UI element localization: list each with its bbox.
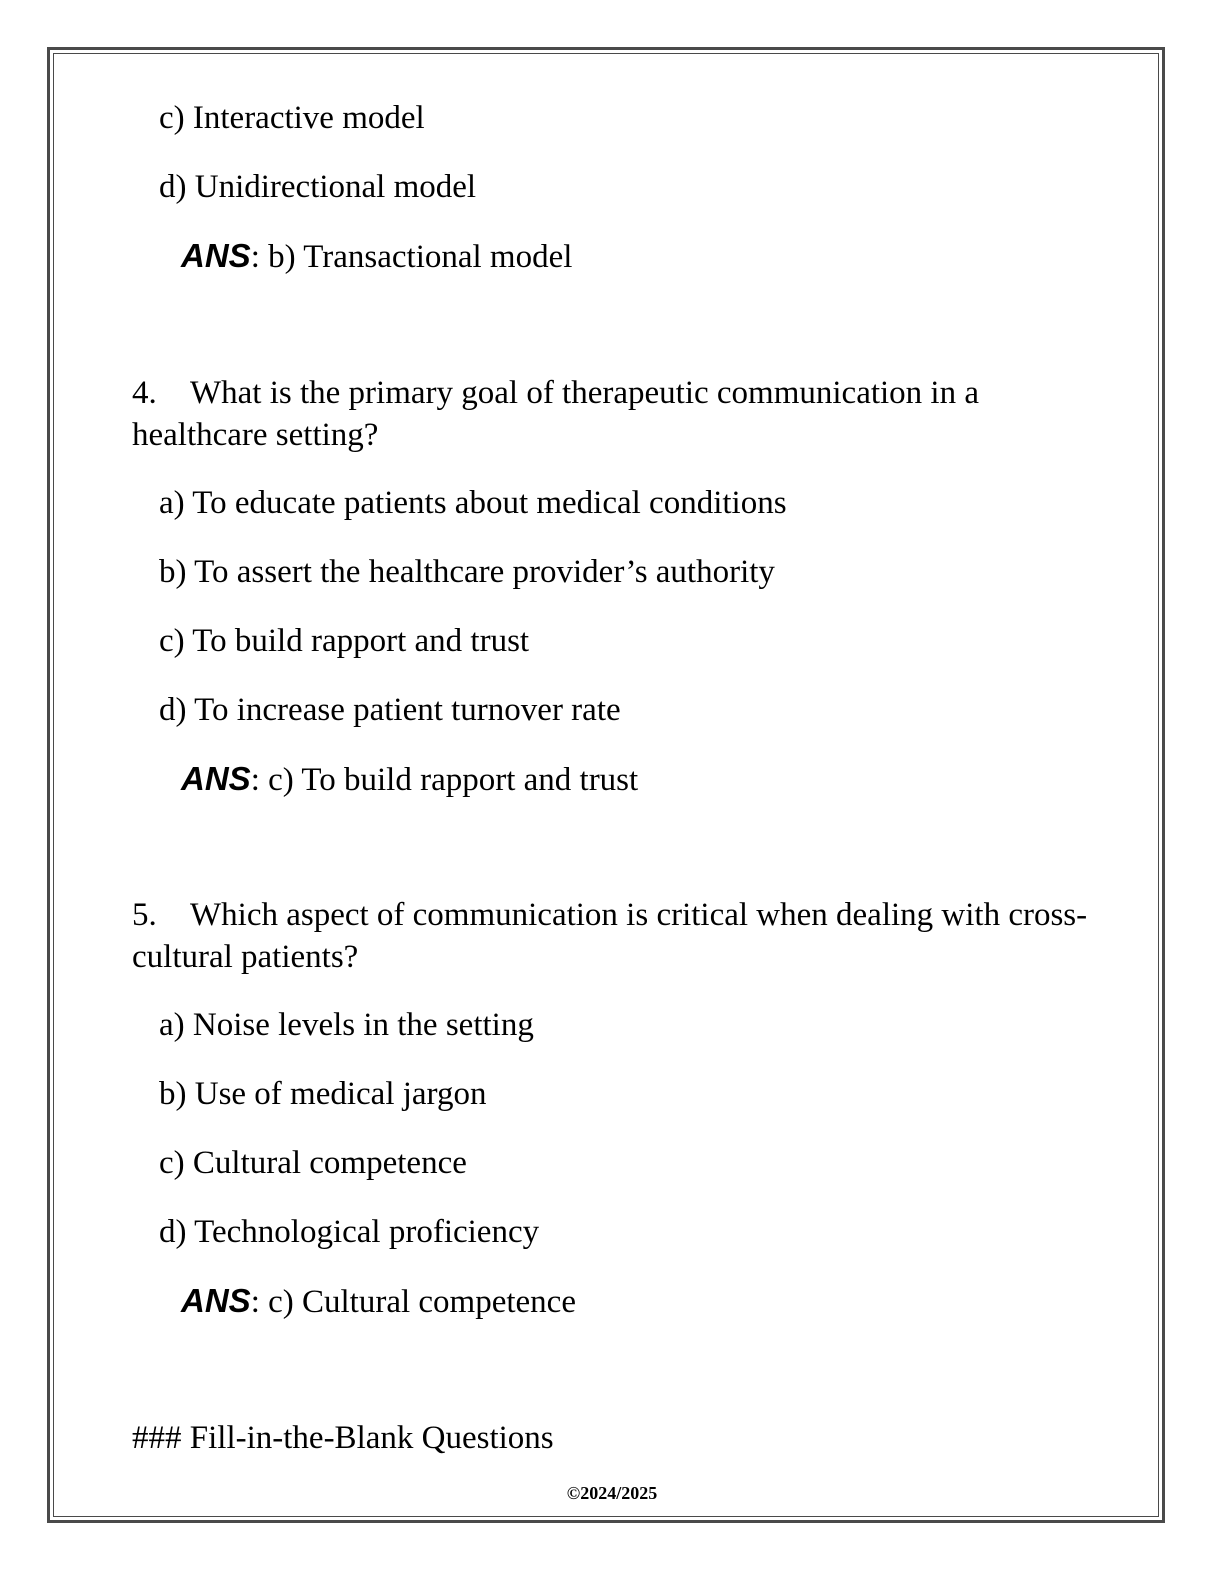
q5-option-d: d) Technological proficiency (159, 1214, 540, 1250)
q5-number: 5. (132, 897, 157, 933)
q4-question-text: What is the primary goal of therapeutic communication in a healthcare setting? (132, 375, 979, 453)
q4-answer (181, 758, 638, 801)
q5-option-c: c) Cultural competence (159, 1145, 467, 1181)
q4-number: 4. (132, 375, 157, 411)
q3-answer-text: : b) Transactional model (250, 239, 573, 275)
q5-answer-label: ANS (181, 1282, 251, 1319)
q5-question (132, 894, 1092, 978)
footer-copyright: ©2024/2025 (566, 1483, 658, 1503)
q4-answer-text: : c) To build rapport and trust (250, 762, 639, 798)
q5-answer (181, 1280, 576, 1323)
q4-option-a: a) To educate patients about medical conditions (159, 485, 787, 521)
q3-option-c: c) Interactive model (159, 100, 425, 136)
q4-answer-label: ANS (181, 760, 251, 797)
q5-question-text: Which aspect of communication is critical when dealing with cross-cultural patients? (132, 897, 1088, 975)
q4-option-b: b) To assert the healthcare provider’s authority (159, 554, 775, 590)
q4-option-c: c) To build rapport and trust (159, 623, 530, 659)
q3-answer-label: ANS (181, 237, 251, 274)
q4-option-d: d) To increase patient turnover rate (159, 692, 621, 728)
q3-option-d: d) Unidirectional model (159, 169, 477, 205)
q5-option-a: a) Noise levels in the setting (159, 1007, 534, 1043)
q5-answer-text: : c) Cultural competence (250, 1284, 576, 1320)
q3-answer (181, 235, 572, 278)
q5-option-b: b) Use of medical jargon (159, 1076, 487, 1112)
section-heading: ### Fill-in-the-Blank Questions (132, 1420, 554, 1456)
q4-question (132, 372, 1092, 456)
